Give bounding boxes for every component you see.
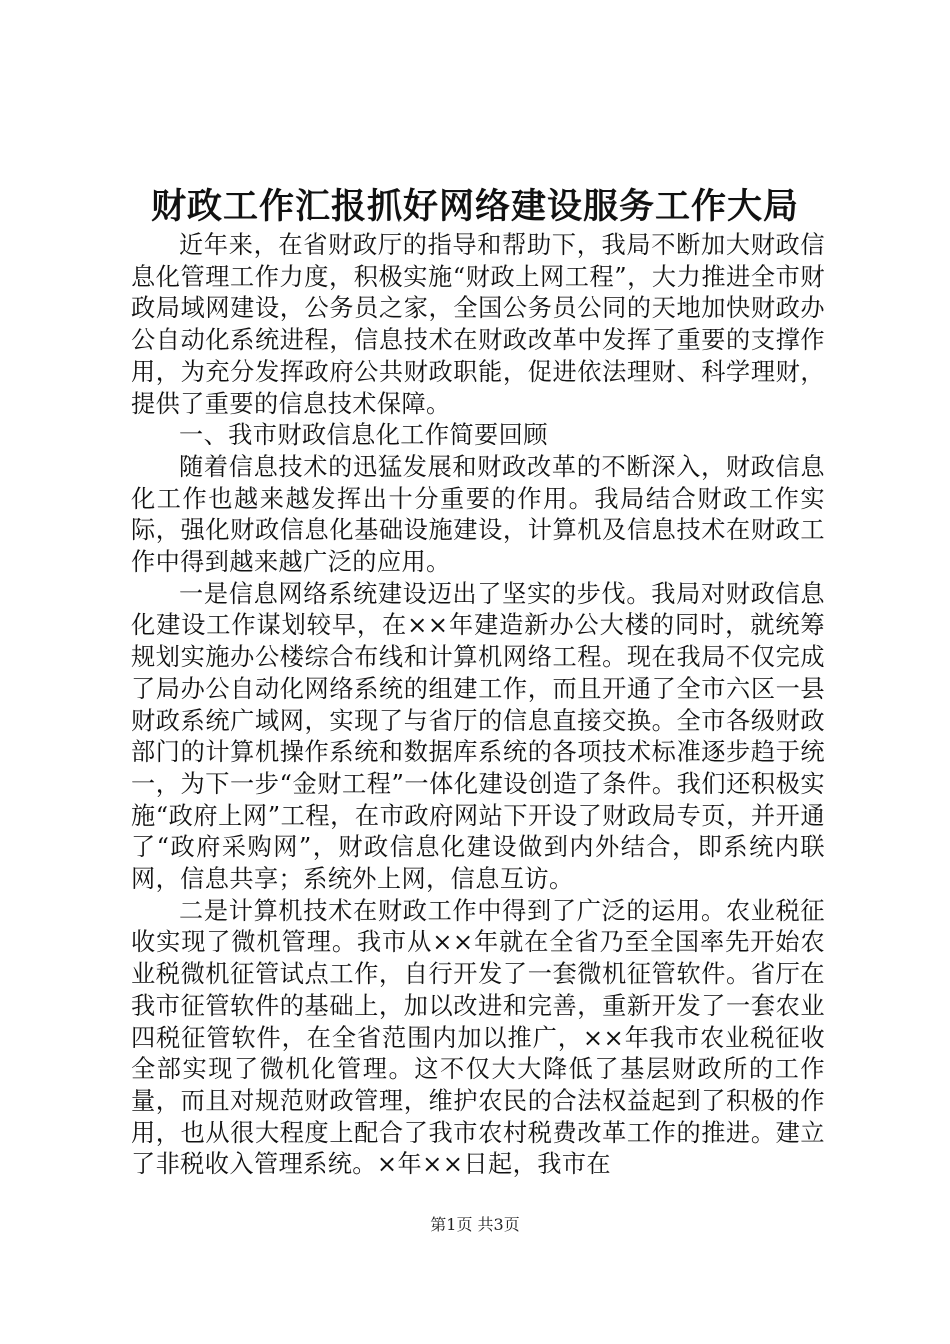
body-paragraph: 一是信息网络系统建设迈出了坚实的步伐。我局对财政信息化建设工作谋划较早，在××年建造新办公大楼的同时，就统筹规划实施办公楼综合布线和计算机网络工程。现在我局不仅完成了局办公自动化网络系统的组建工作，而且开通了全市六区一县财政系统广域网，实现了与省厅的信息直接交换。全市各级财政部门的计算机操作系统和数据库系统的各项技术标准逐步趋于统一，为下一步“金财工程”一体化建设创造了条件。我们还积极实施“政府上网”工程，在市政府网站下开设了财政局专页，并开通了“政府采购网”，财政信息化建设做到内外结合，即系统内联网，信息共享；系统外上网，信息互访。 [131,579,825,894]
body-paragraph: 随着信息技术的迅猛发展和财政改革的不断深入，财政信息化工作也越来越发挥出十分重要的作用。我局结合财政工作实际，强化财政信息化基础设施建设，计算机及信息技术在财政工作中得到越来越广泛的应用。 [131,452,825,577]
page-footer [0,1214,950,1236]
body-paragraph: 二是计算机技术在财政工作中得到了广泛的运用。农业税征收实现了微机管理。我市从××年就在全省乃至全国率先开始农业税微机征管试点工作，自行开发了一套微机征管软件。省厅在我市征管软件的基础上，加以改进和完善，重新开发了一套农业四税征管软件，在全省范围内加以推广，××年我市农业税征收全部实现了微机化管理。这不仅大大降低了基层财政所的工作量，而且对规范财政管理，维护农民的合法权益起到了积极的作用，也从很大程度上配合了我市农村税费改革工作的推进。建立了非税收入管理系统。×年××日起，我市在 [131,896,825,1179]
page-indicator: 第1页 共3页 [430,1215,520,1234]
document-title: 财政工作汇报抓好网络建设服务工作大局 [150,186,799,227]
intro-paragraph: 近年来，在省财政厅的指导和帮助下，我局不断加大财政信息化管理工作力度，积极实施“财政上网工程”，大力推进全市财政局域网建设，公务员之家，全国公务员公同的天地加快财政办公自动化系统进程，信息技术在财政改革中发挥了重要的支撑作用，为充分发挥政府公共财政职能，促进依法理财、科学理财，提供了重要的信息技术保障。 [131,231,825,418]
document-body [131,230,825,1181]
section-heading: 一、我市财政信息化工作简要回顾 [179,421,548,450]
